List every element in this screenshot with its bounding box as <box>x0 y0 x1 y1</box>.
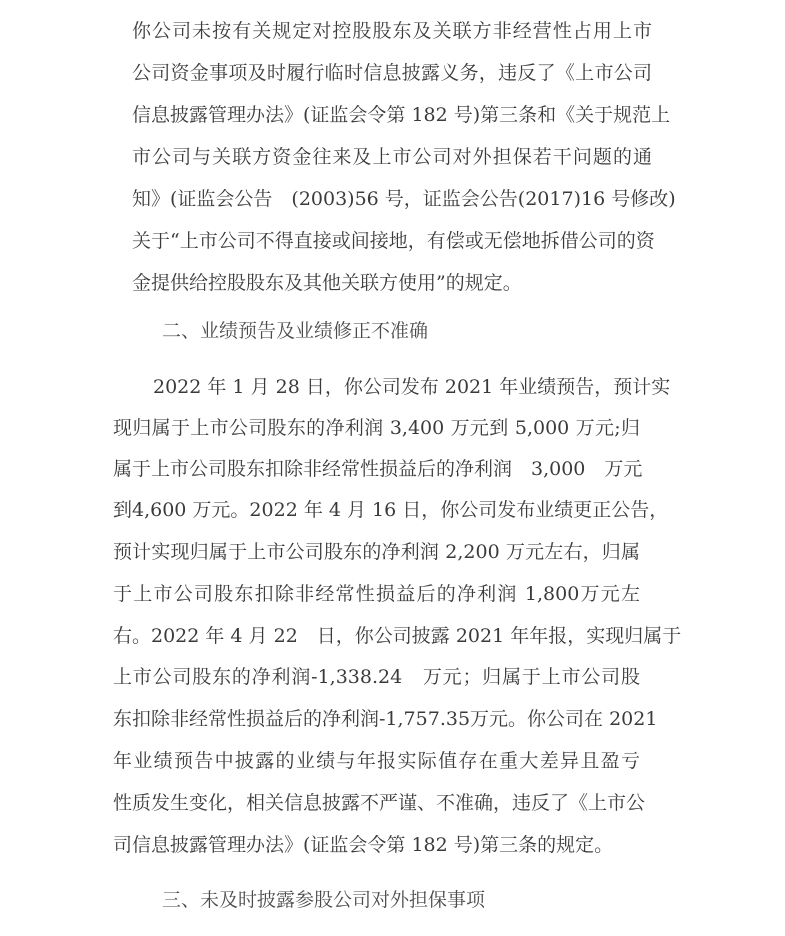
section2-line-8: 上市公司股东的净利润-1,338.24 万元；归属于上市公司股 <box>113 666 640 688</box>
section2-heading: 二、业绩预告及业绩修正不准确 <box>162 320 429 342</box>
paragraph1-line-2: 公司资金事项及时履行临时信息披露义务，违反了《上市公司 <box>132 62 652 84</box>
section2-line-2: 现归属于上市公司股东的净利润 3,400 万元到 5,000 万元;归 <box>113 417 640 439</box>
paragraph1-line-6: 关于“上市公司不得直接或间接地，有偿或无偿地拆借公司的资 <box>132 230 655 252</box>
section2-line-5: 预计实现归属于上市公司股东的净利润 2,200 万元左右，归属 <box>113 541 640 563</box>
section2-line-1: 2022 年 1 月 28 日，你公司发布 2021 年业绩预告，预计实 <box>153 376 671 398</box>
section2-line-11: 性质发生变化，相关信息披露不严谨、不准确，违反了《上市公 <box>113 792 646 814</box>
paragraph1-line-4: 市公司与关联方资金往来及上市公司对外担保若干问题的通 <box>132 146 652 168</box>
paragraph1-line-7: 金提供给控股股东及其他关联方使用”的规定。 <box>132 272 522 294</box>
section2-line-10: 年业绩预告中披露的业绩与年报实际值存在重大差异且盈亏 <box>113 750 640 772</box>
paragraph1-line-3: 信息披露管理办法》(证监会令第 182 号)第三条和《关于规范上 <box>132 104 671 126</box>
paragraph1-line-1: 你公司未按有关规定对控股股东及关联方非经营性占用上市 <box>132 20 652 42</box>
section3-heading: 三、未及时披露参股公司对外担保事项 <box>162 889 486 911</box>
section2-line-12: 司信息披露管理办法》(证监会令第 182 号)第三条的规定。 <box>113 834 614 856</box>
section2-line-9: 东扣除非经常性损益后的净利润-1,757.35万元。你公司在 2021 <box>113 708 658 730</box>
section2-line-6: 于上市公司股东扣除非经常性损益后的净利润 1,800万元左 <box>113 583 640 605</box>
section2-line-4: 到4,600 万元。2022 年 4 月 16 日，你公司发布业绩更正公告， <box>113 499 669 521</box>
paragraph1-line-5: 知》(证监会公告 (2003)56 号，证监会公告(2017)16 号修改) <box>132 188 676 210</box>
section2-line-3: 属于上市公司股东扣除非经常性损益后的净利润 3,000 万元 <box>113 458 643 480</box>
section2-line-7: 右。2022 年 4 月 22 日，你公司披露 2021 年年报，实现归属于 <box>113 625 682 647</box>
